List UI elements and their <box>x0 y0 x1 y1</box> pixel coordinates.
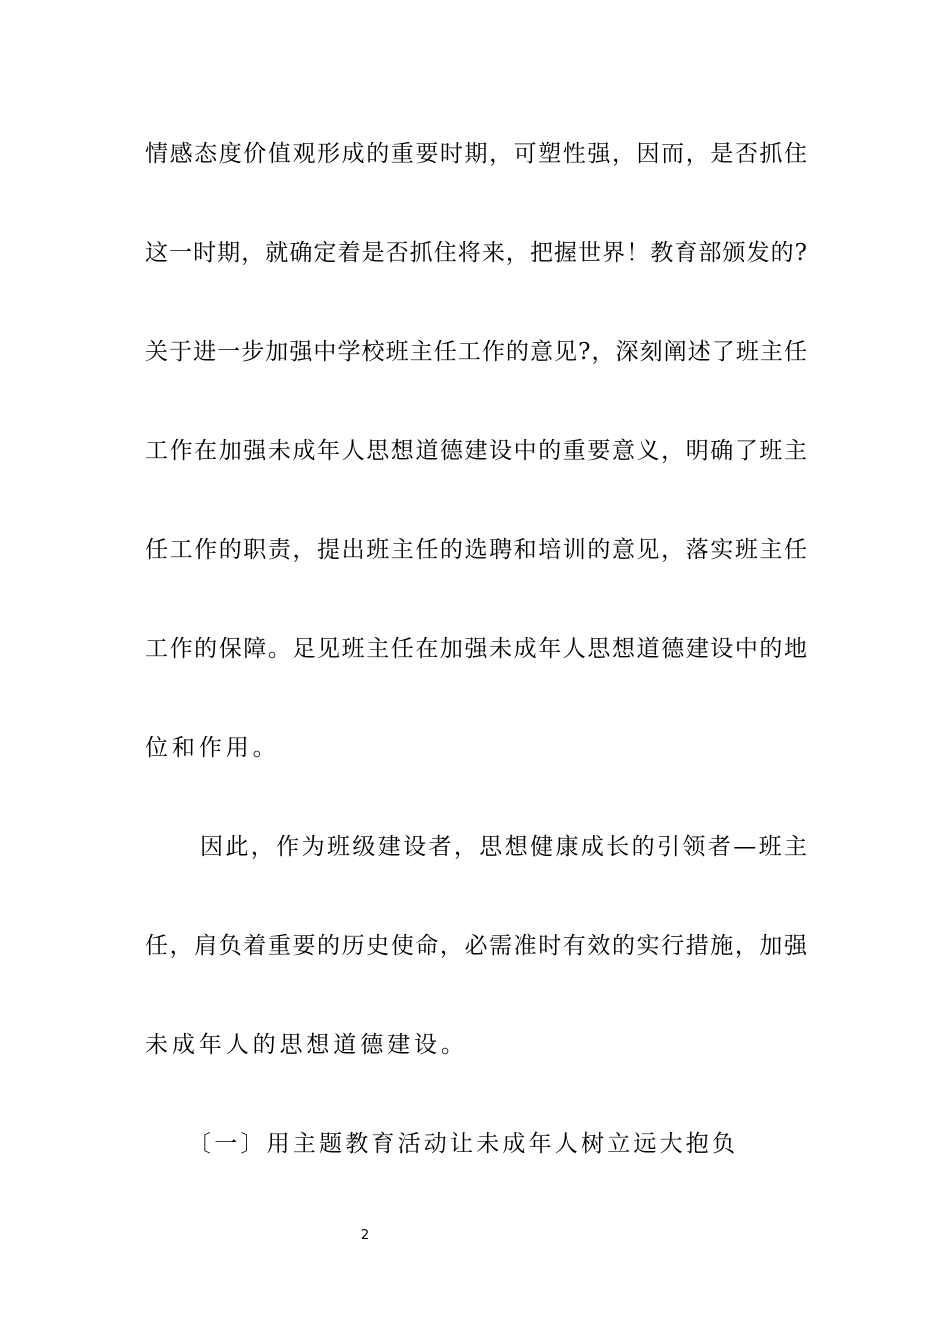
paragraph-1-line-4: 工作在加强未成年人思想道德建设中的重要意义，明确了班主 <box>145 438 807 464</box>
paragraph-2-line-1: 因此，作为班级建设者，思想健康成长的引领者—班主 <box>200 834 807 860</box>
page-number: 2 <box>360 1228 370 1243</box>
paragraph-1-line-2: 这一时期，就确定着是否抓住将来，把握世界！教育部颁发的? <box>145 240 807 266</box>
paragraph-2-line-2: 任，肩负着重要的历史使命，必需准时有效的实行措施，加强 <box>145 933 807 959</box>
paragraph-1-line-5: 任工作的职责，提出班主任的选聘和培训的意见，落实班主任 <box>145 537 807 563</box>
paragraph-1-line-6: 工作的保障。足见班主任在加强未成年人思想道德建设中的地 <box>145 636 807 662</box>
section-heading: 〔一〕用主题教育活动让未成年人树立远大抱负 <box>188 1131 739 1157</box>
paragraph-1-line-3: 关于进一步加强中学校班主任工作的意见?，深刻阐述了班主任 <box>145 339 807 365</box>
paragraph-1-line-1: 情感态度价值观形成的重要时期，可塑性强，因而，是否抓住 <box>145 141 807 167</box>
paragraph-1-line-7: 位和作用。 <box>145 735 280 761</box>
paragraph-2-line-3: 未成年人的思想道德建设。 <box>145 1032 468 1058</box>
